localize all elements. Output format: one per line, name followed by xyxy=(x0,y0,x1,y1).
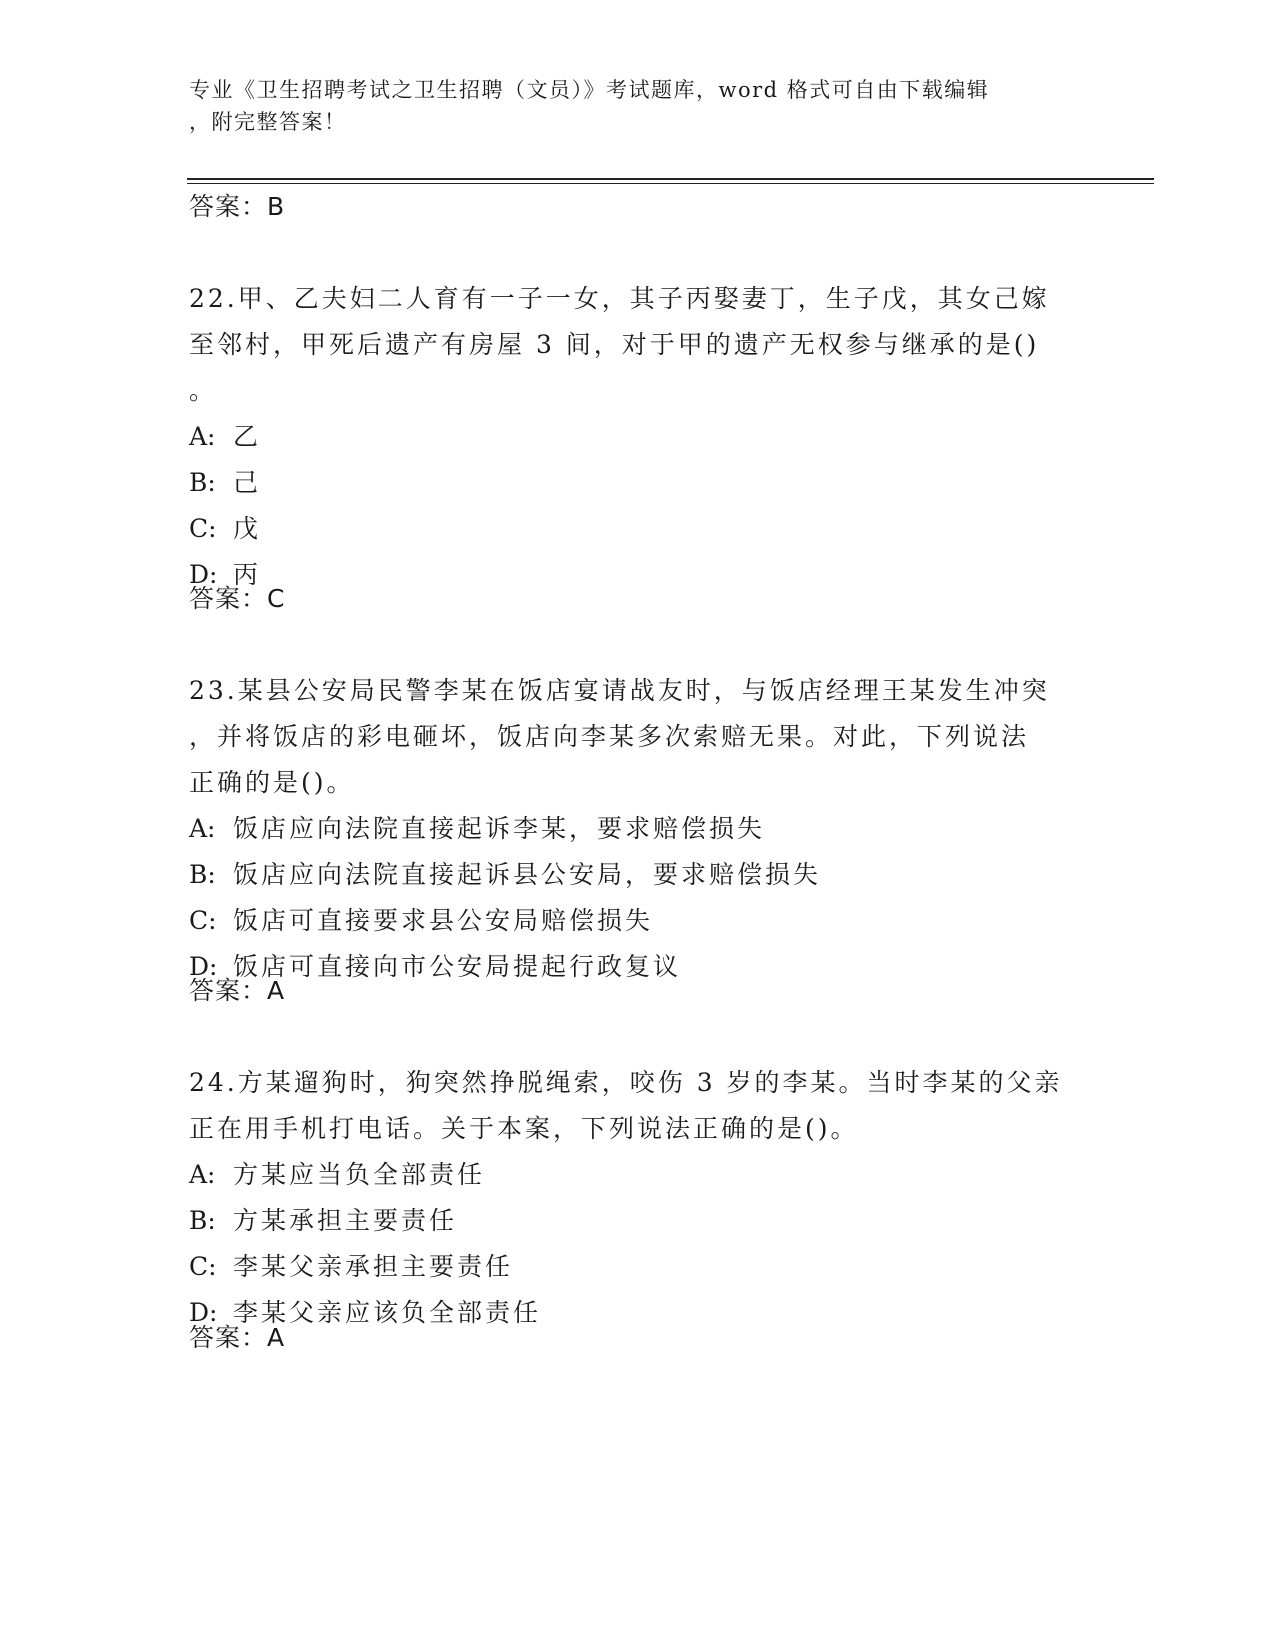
question-23-answer: 答案：A xyxy=(189,976,286,1005)
question-22-line-2: 至邻村，甲死后遗产有房屋 3 间，对于甲的遗产无权参与继承的是() xyxy=(189,330,1040,359)
question-24-option-d: D: 李某父亲应该负全部责任 xyxy=(189,1298,542,1327)
question-22 xyxy=(189,276,1089,598)
prev-answer: 答案：B xyxy=(189,192,286,221)
question-23-option-c: C: 饭店可直接要求县公安局赔偿损失 xyxy=(189,906,654,935)
question-22-option-a: A: 乙 xyxy=(189,422,262,451)
question-23 xyxy=(189,668,1089,990)
question-23-line-1: 23.某县公安局民警李某在饭店宴请战友时，与饭店经理王某发生冲突 xyxy=(189,676,1050,705)
question-22-option-c: C: 戊 xyxy=(189,514,262,543)
question-22-line-3: 。 xyxy=(189,376,218,405)
question-23-line-2: ，并将饭店的彩电砸坏，饭店向李某多次索赔无果。对此，下列说法 xyxy=(189,722,1030,751)
question-22-line-1: 22.甲、乙夫妇二人育有一子一女，其子丙娶妻丁，生子戊，其女己嫁 xyxy=(189,284,1050,313)
question-24-option-b: B: 方某承担主要责任 xyxy=(189,1206,458,1235)
header-divider-thick xyxy=(187,178,1154,180)
question-23-line-3: 正确的是()。 xyxy=(189,768,355,797)
question-24-line-2: 正在用手机打电话。关于本案，下列说法正确的是()。 xyxy=(189,1114,859,1143)
question-23-option-b: B: 饭店应向法院直接起诉县公安局，要求赔偿损失 xyxy=(189,860,822,889)
question-24-option-c: C: 李某父亲承担主要责任 xyxy=(189,1252,514,1281)
question-24 xyxy=(189,1060,1089,1336)
question-24-line-1: 24.方某遛狗时，狗突然挣脱绳索，咬伤 3 岁的李某。当时李某的父亲 xyxy=(189,1068,1063,1097)
header-divider-thin xyxy=(187,183,1154,184)
question-22-option-b: B: 己 xyxy=(189,468,262,497)
header-line-2: ，附完整答案！ xyxy=(189,110,347,134)
question-23-option-d: D: 饭店可直接向市公安局提起行政复议 xyxy=(189,952,682,981)
question-24-option-a: A: 方某应当负全部责任 xyxy=(189,1160,486,1189)
header-line-1: 专业《卫生招聘考试之卫生招聘（文员）》考试题库，word 格式可自由下载编辑 xyxy=(189,78,990,102)
question-24-answer: 答案：A xyxy=(189,1323,286,1352)
question-23-option-a: A: 饭店应向法院直接起诉李某，要求赔偿损失 xyxy=(189,814,766,843)
question-22-answer: 答案：C xyxy=(189,584,286,613)
question-22-option-d: D: 丙 xyxy=(189,560,262,589)
page-header xyxy=(189,74,1089,138)
